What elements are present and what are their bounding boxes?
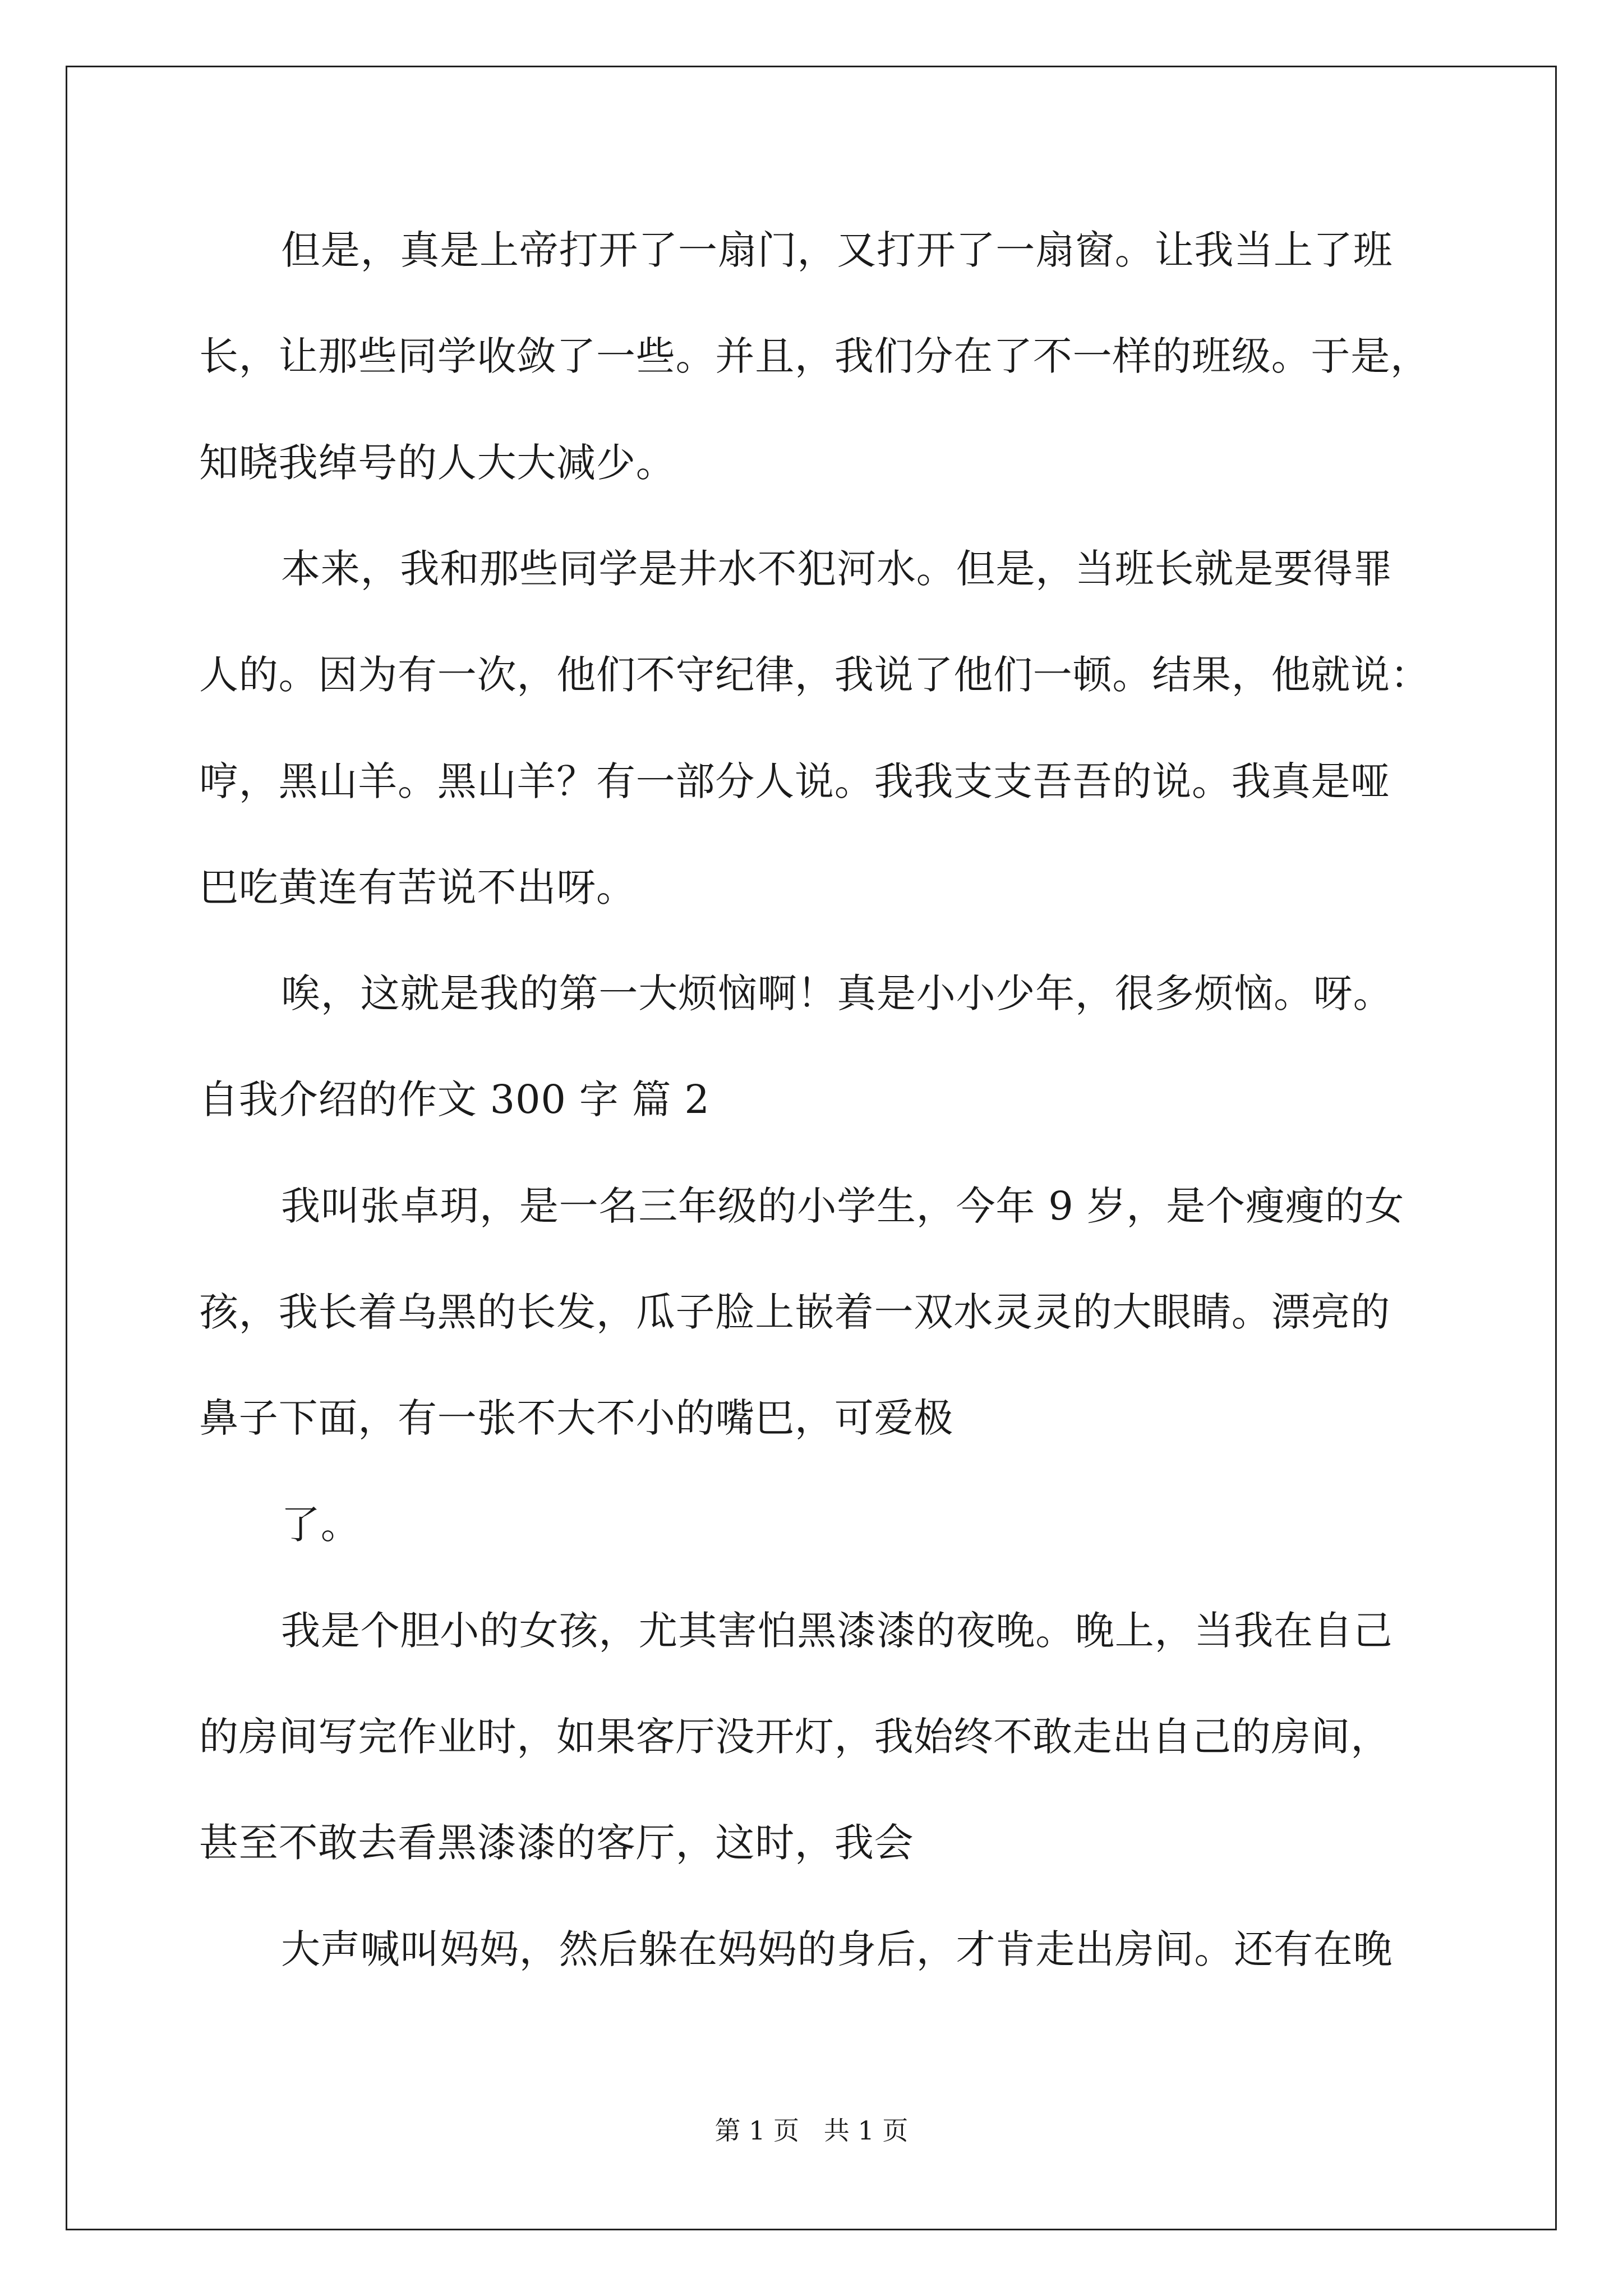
text-line: 孩，我长着乌黑的长发，瓜子脸上嵌着一双水灵灵的大眼睛。漂亮的	[199, 1289, 1390, 1335]
text-line: 人的。因为有一次，他们不守纪律，我说了他们一顿。结果，他就说：	[199, 652, 1430, 698]
text-line: 但是，真是上帝打开了一扇门，又打开了一扇窗。让我当上了班	[281, 227, 1393, 273]
text-line: 唉，这就是我的第一大烦恼啊！真是小小少年，很多烦恼。呀。	[281, 970, 1393, 1016]
page-number: 第 1 页 共 1 页	[714, 2115, 909, 2146]
section-heading: 自我介绍的作文 300 字 篇 2	[199, 1076, 710, 1122]
text-line: 我是个胆小的女孩，尤其害怕黑漆漆的夜晚。晚上，当我在自己	[281, 1608, 1393, 1654]
text-line: 的房间写完作业时，如果客厅没开灯，我始终不敢走出自己的房间，	[199, 1714, 1390, 1760]
text-line: 甚至不敢去看黑漆漆的客厅，这时，我会	[199, 1820, 914, 1866]
text-line: 哼，黑山羊。黑山羊？有一部分人说。我我支支吾吾的说。我真是哑	[199, 758, 1390, 804]
page-border	[66, 66, 1557, 2230]
text-line: 了。	[281, 1502, 361, 1548]
text-line: 大声喊叫妈妈，然后躲在妈妈的身后，才肯走出房间。还有在晚	[281, 1926, 1393, 1972]
text-line: 鼻子下面，有一张不大不小的嘴巴，可爱极	[199, 1395, 954, 1441]
text-line: 长，让那些同学收敛了一些。并且，我们分在了不一样的班级。于是，	[199, 333, 1430, 379]
text-line: 知晓我绰号的人大大减少。	[199, 440, 676, 486]
text-line: 我叫张卓玥，是一名三年级的小学生，今年 9 岁，是个瘦瘦的女	[281, 1183, 1405, 1229]
text-line: 巴吃黄连有苦说不出呀。	[199, 864, 636, 910]
text-line: 本来，我和那些同学是井水不犯河水。但是，当班长就是要得罪	[281, 546, 1393, 592]
